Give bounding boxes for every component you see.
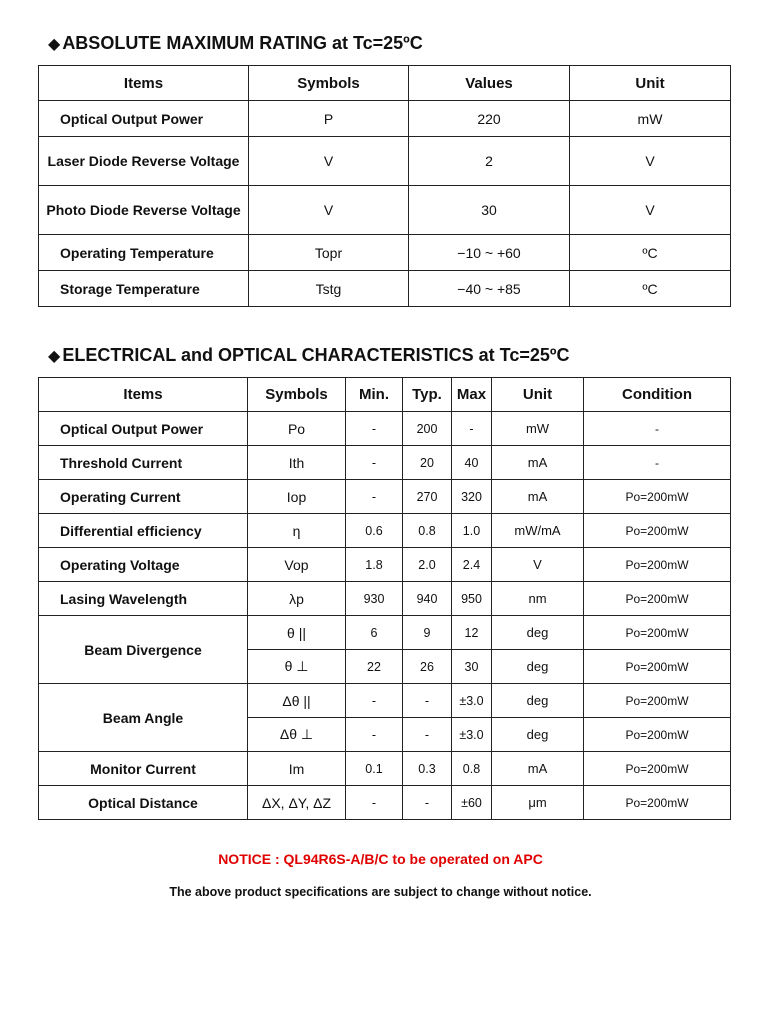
item-cell: Operating Temperature: [39, 235, 249, 271]
item-cell: Optical Output Power: [39, 101, 249, 137]
min-cell: 22: [346, 650, 403, 684]
typ-cell: -: [403, 718, 452, 752]
min-cell: 1.8: [346, 548, 403, 582]
item-cell: Monitor Current: [39, 752, 248, 786]
symbol-cell: ΔX, ΔY, ΔZ: [248, 786, 346, 820]
header-condition: Condition: [584, 378, 731, 412]
table-row: [39, 446, 731, 480]
table-header-row: [39, 378, 731, 412]
unit-cell: mW: [492, 412, 584, 446]
typ-cell: 26: [403, 650, 452, 684]
typ-cell: 0.8: [403, 514, 452, 548]
header-unit: Unit: [570, 66, 731, 101]
max-cell: 40: [452, 446, 492, 480]
unit-cell: nm: [492, 582, 584, 616]
symbol-cell: θ ⊥: [248, 650, 346, 684]
typ-cell: -: [403, 684, 452, 718]
table-row: [39, 616, 731, 650]
value-cell: −40 ~ +85: [409, 271, 570, 307]
typ-cell: 9: [403, 616, 452, 650]
value-cell: 2: [409, 137, 570, 186]
unit-cell: mA: [492, 480, 584, 514]
max-cell: 1.0: [452, 514, 492, 548]
table-row: [39, 684, 731, 718]
symbol-cell: Iop: [248, 480, 346, 514]
max-cell: ±60: [452, 786, 492, 820]
unit-cell: deg: [492, 718, 584, 752]
condition-cell: Po=200mW: [584, 752, 731, 786]
symbol-cell: Vop: [248, 548, 346, 582]
value-cell: 220: [409, 101, 570, 137]
header-symbols: Symbols: [249, 66, 409, 101]
condition-cell: Po=200mW: [584, 684, 731, 718]
item-cell: Lasing Wavelength: [39, 582, 248, 616]
min-cell: 6: [346, 616, 403, 650]
symbol-cell: Topr: [249, 235, 409, 271]
section1-title: [48, 33, 423, 54]
item-cell: Storage Temperature: [39, 271, 249, 307]
item-cell: Photo Diode Reverse Voltage: [39, 186, 249, 235]
header-unit: Unit: [492, 378, 584, 412]
header-symbols: Symbols: [248, 378, 346, 412]
min-cell: -: [346, 412, 403, 446]
table-header-row: [39, 66, 731, 101]
symbol-cell: Δθ ⊥: [248, 718, 346, 752]
symbol-cell: Tstg: [249, 271, 409, 307]
min-cell: -: [346, 446, 403, 480]
table-row: [39, 752, 731, 786]
max-cell: 950: [452, 582, 492, 616]
condition-cell: Po=200mW: [584, 718, 731, 752]
symbol-cell: θ ||: [248, 616, 346, 650]
table-row: [39, 271, 731, 307]
item-cell: Optical Output Power: [39, 412, 248, 446]
typ-cell: 20: [403, 446, 452, 480]
symbol-cell: P: [249, 101, 409, 137]
condition-cell: Po=200mW: [584, 548, 731, 582]
typ-cell: 270: [403, 480, 452, 514]
unit-cell: V: [570, 186, 731, 235]
table-row: [39, 514, 731, 548]
table-row: [39, 412, 731, 446]
value-cell: −10 ~ +60: [409, 235, 570, 271]
symbol-cell: V: [249, 137, 409, 186]
symbol-cell: Po: [248, 412, 346, 446]
item-cell: Operating Voltage: [39, 548, 248, 582]
item-cell: Threshold Current: [39, 446, 248, 480]
min-cell: -: [346, 684, 403, 718]
table-row: [39, 582, 731, 616]
max-cell: 320: [452, 480, 492, 514]
max-cell: 0.8: [452, 752, 492, 786]
item-cell: Laser Diode Reverse Voltage: [39, 137, 249, 186]
table-row: [39, 235, 731, 271]
condition-cell: Po=200mW: [584, 786, 731, 820]
table-row: [39, 101, 731, 137]
symbol-cell: η: [248, 514, 346, 548]
diamond-bullet-icon: ◆: [48, 348, 61, 365]
unit-cell: deg: [492, 650, 584, 684]
min-cell: 0.1: [346, 752, 403, 786]
max-cell: 30: [452, 650, 492, 684]
header-min: Min.: [346, 378, 403, 412]
header-max: Max: [452, 378, 492, 412]
unit-cell: mA: [492, 446, 584, 480]
table-row: [39, 137, 731, 186]
header-items: Items: [39, 66, 249, 101]
unit-cell: mA: [492, 752, 584, 786]
table-row: [39, 186, 731, 235]
max-cell: 2.4: [452, 548, 492, 582]
unit-cell: μm: [492, 786, 584, 820]
unit-cell: deg: [492, 616, 584, 650]
header-items: Items: [39, 378, 248, 412]
max-cell: -: [452, 412, 492, 446]
table-row: [39, 480, 731, 514]
condition-cell: Po=200mW: [584, 582, 731, 616]
header-values: Values: [409, 66, 570, 101]
condition-cell: -: [584, 446, 731, 480]
typ-cell: -: [403, 786, 452, 820]
condition-cell: -: [584, 412, 731, 446]
absolute-maximum-rating-table: [38, 65, 731, 307]
min-cell: -: [346, 786, 403, 820]
typ-cell: 2.0: [403, 548, 452, 582]
table-row: [39, 548, 731, 582]
item-cell: Optical Distance: [39, 786, 248, 820]
condition-cell: Po=200mW: [584, 514, 731, 548]
min-cell: -: [346, 480, 403, 514]
max-cell: 12: [452, 616, 492, 650]
min-cell: -: [346, 718, 403, 752]
condition-cell: Po=200mW: [584, 650, 731, 684]
item-cell: Beam Divergence: [39, 616, 248, 684]
unit-cell: ºC: [570, 235, 731, 271]
unit-cell: mW/mA: [492, 514, 584, 548]
condition-cell: Po=200mW: [584, 480, 731, 514]
max-cell: ±3.0: [452, 718, 492, 752]
typ-cell: 200: [403, 412, 452, 446]
unit-cell: V: [570, 137, 731, 186]
unit-cell: mW: [570, 101, 731, 137]
unit-cell: deg: [492, 684, 584, 718]
section2-title: [48, 345, 569, 366]
item-cell: Operating Current: [39, 480, 248, 514]
symbol-cell: Ith: [248, 446, 346, 480]
symbol-cell: V: [249, 186, 409, 235]
value-cell: 30: [409, 186, 570, 235]
item-cell: Differential efficiency: [39, 514, 248, 548]
typ-cell: 940: [403, 582, 452, 616]
disclaimer-text: The above product specifications are subject to change without notice.: [169, 885, 592, 899]
notice-text: NOTICE : QL94R6S-A/B/C to be operated on APC: [218, 851, 543, 867]
condition-cell: Po=200mW: [584, 616, 731, 650]
table-row: [39, 786, 731, 820]
section1-title-text: ABSOLUTE MAXIMUM RATING at Tc=25ºC: [62, 33, 423, 53]
item-cell: Beam Angle: [39, 684, 248, 752]
typ-cell: 0.3: [403, 752, 452, 786]
symbol-cell: Δθ ||: [248, 684, 346, 718]
electrical-optical-characteristics-table: [38, 377, 731, 820]
symbol-cell: Im: [248, 752, 346, 786]
symbol-cell: λp: [248, 582, 346, 616]
min-cell: 0.6: [346, 514, 403, 548]
unit-cell: ºC: [570, 271, 731, 307]
diamond-bullet-icon: ◆: [48, 36, 61, 53]
unit-cell: V: [492, 548, 584, 582]
min-cell: 930: [346, 582, 403, 616]
section2-title-text: ELECTRICAL and OPTICAL CHARACTERISTICS at Tc=25ºC: [62, 345, 570, 365]
header-typ: Typ.: [403, 378, 452, 412]
max-cell: ±3.0: [452, 684, 492, 718]
